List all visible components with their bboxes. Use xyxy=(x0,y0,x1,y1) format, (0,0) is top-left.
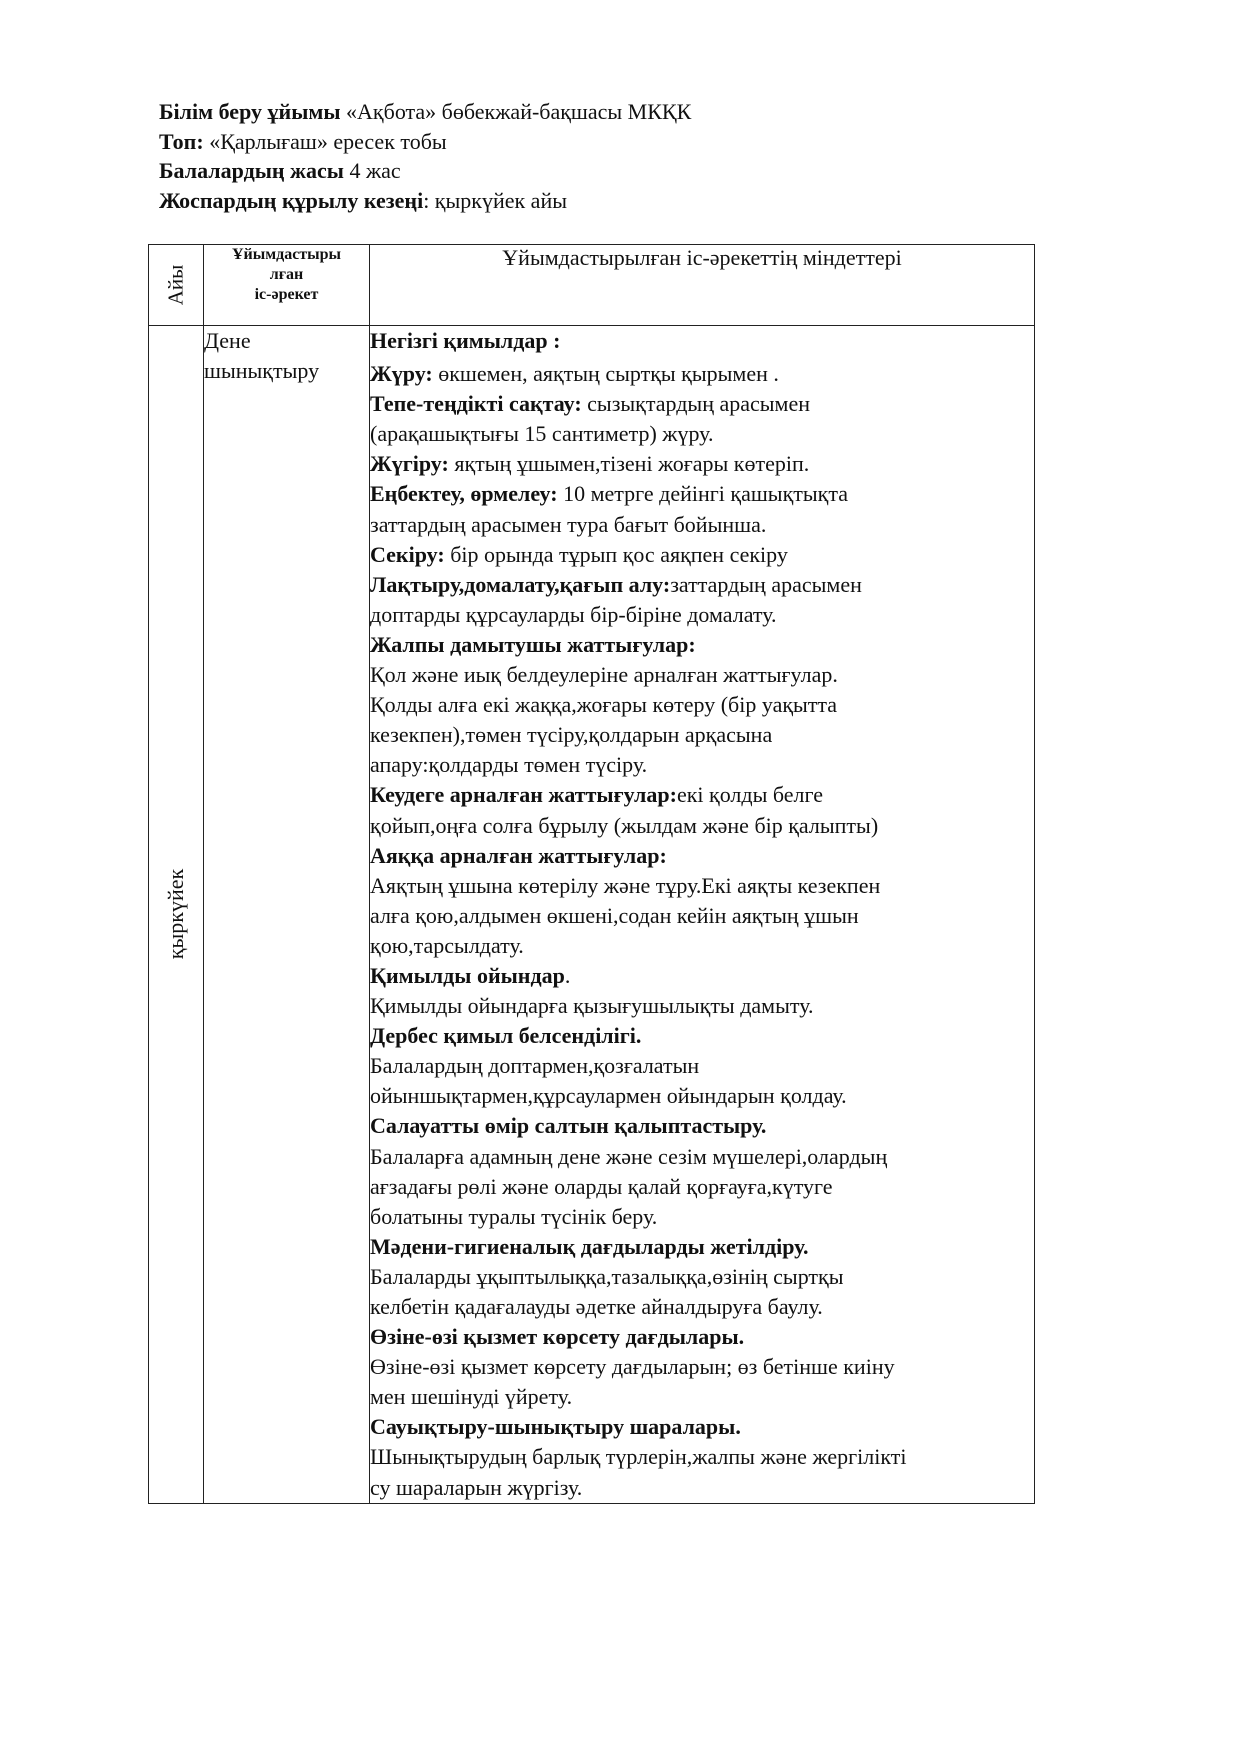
age-line xyxy=(159,156,1039,186)
task-text: Қол және иық белдеулеріне арналған жаттығулар. xyxy=(370,662,838,688)
task-text: қойып,оңға солға бұрылу (жылдам және бір қалыпты) xyxy=(370,812,879,838)
task-line xyxy=(370,1382,1034,1412)
age-value: 4 жас xyxy=(349,158,401,183)
plan-table xyxy=(148,244,1035,1504)
activity-name-part-1: Дене xyxy=(204,328,251,353)
task-line xyxy=(370,600,1034,630)
task-text: кезекпен),төмен түсіру,қолдарын арқасына xyxy=(370,722,773,748)
document-header xyxy=(159,97,1039,215)
task-line xyxy=(370,1111,1034,1141)
task-heading: Мәдени-гигиеналық дағдыларды жетілдіру. xyxy=(370,1233,809,1259)
table-row xyxy=(149,326,1035,1504)
task-text: Аяқтың ұшына көтерілу және тұру.Екі аяқты кезекпен xyxy=(370,872,881,898)
task-line xyxy=(370,540,1034,570)
organization-label: Білім беру ұйымы xyxy=(159,99,341,124)
task-line xyxy=(370,811,1034,841)
tasks-cell xyxy=(370,326,1035,1504)
task-line xyxy=(370,1232,1034,1262)
task-heading: Еңбектеу, өрмелеу: xyxy=(370,481,558,507)
task-text: Балалардың доптармен,қозғалатын xyxy=(370,1053,700,1079)
task-line xyxy=(370,720,1034,750)
task-line xyxy=(370,449,1034,479)
task-text: сызықтардың арасымен xyxy=(581,391,811,417)
task-text: бір орында тұрып қос аяқпен секіру xyxy=(444,541,788,567)
task-line xyxy=(370,750,1034,780)
month-column-header xyxy=(149,245,204,326)
task-line xyxy=(370,780,1034,810)
task-text: Өзіне-өзі қызмет көрсету дағдыларын; өз бетінше киіну xyxy=(370,1354,895,1380)
task-text: алға қою,алдымен өкшені,содан кейін аяқтың ұшын xyxy=(370,902,859,928)
group-value: «Қарлығаш» ересек тобы xyxy=(209,128,447,154)
activity-cell xyxy=(204,326,370,1504)
task-line xyxy=(370,479,1034,509)
tasks-column-header: Ұйымдастырылған іс-әрекеттің міндеттері xyxy=(370,245,1035,326)
period-label: Жоспардың құрылу кезеңі xyxy=(159,187,424,213)
task-line xyxy=(370,570,1034,600)
period-value: : қыркүйек айы xyxy=(423,187,568,213)
task-text: (арақашықтығы 15 сантиметр) жүру. xyxy=(370,421,714,447)
organization-line xyxy=(159,97,1039,127)
task-heading: Сауықтыру-шынықтыру шаралары. xyxy=(370,1414,741,1440)
activity-header-part-1: Ұйымдастыры xyxy=(231,246,342,263)
task-line xyxy=(370,1142,1034,1172)
task-text: Қолды алға екі жаққа,жоғары көтеру (бір уақытта xyxy=(370,692,838,718)
task-line xyxy=(370,1081,1034,1111)
task-text: ағзадағы рөлі және оларды қалай қорғауға,күтуге xyxy=(370,1173,833,1199)
task-text: су шараларын жүргізу. xyxy=(370,1474,583,1500)
task-heading: Секіру: xyxy=(370,541,445,567)
task-line xyxy=(370,359,1034,389)
task-line xyxy=(370,1473,1034,1503)
activity-name-part-2: шынықтыру xyxy=(204,357,320,383)
task-line xyxy=(370,1021,1034,1051)
month-column-label: Айы xyxy=(163,264,188,306)
task-text: доптарды құрсауларды бір-біріне домалату. xyxy=(370,601,777,627)
task-line xyxy=(370,1262,1034,1292)
task-heading: Жүру: xyxy=(370,361,433,387)
task-line xyxy=(370,1292,1034,1322)
task-text: яқтың ұшымен,тізені жоғары көтеріп. xyxy=(448,451,810,477)
task-heading: Дербес қимыл белсенділігі. xyxy=(370,1023,642,1049)
task-line xyxy=(370,326,1034,356)
task-heading: Жүгіру: xyxy=(370,451,449,477)
task-line xyxy=(370,1442,1034,1472)
task-line xyxy=(370,991,1034,1021)
task-heading: Негізгі қимылдар : xyxy=(370,328,561,353)
task-text: болатыны туралы түсінік беру. xyxy=(370,1203,658,1229)
task-text: Балаларға адамның дене және сезім мүшелері,олардың xyxy=(370,1143,888,1169)
activity-header-part-3: іс-әрекет xyxy=(254,286,319,303)
table-header-row xyxy=(149,245,1035,326)
task-text: . xyxy=(564,962,571,988)
task-line xyxy=(370,660,1034,690)
activity-header-part-2: лған xyxy=(269,266,304,283)
period-line xyxy=(159,186,1039,216)
task-line xyxy=(370,1051,1034,1081)
age-label: Балалардың жасы xyxy=(159,158,344,183)
organization-value: «Ақбота» бөбекжай-бақшасы МКҚК xyxy=(346,99,692,124)
task-line xyxy=(370,841,1034,871)
task-line xyxy=(370,1202,1034,1232)
task-text: өкшемен, аяқтың сыртқы қырымен . xyxy=(432,361,779,387)
month-value: қыркүйек xyxy=(163,869,188,960)
task-text: апару:қолдарды төмен түсіру. xyxy=(370,752,648,778)
task-line xyxy=(370,871,1034,901)
task-line xyxy=(370,1412,1034,1442)
task-text: заттардың арасымен тура бағыт бойынша. xyxy=(370,511,767,537)
group-label: Топ: xyxy=(159,128,204,154)
task-line xyxy=(370,630,1034,660)
task-text: заттардың арасымен xyxy=(670,571,862,597)
task-heading: Өзіне-өзі қызмет көрсету дағдылары. xyxy=(370,1324,745,1350)
task-text: келбетін қадағалауды әдетке айналдыруға баулу. xyxy=(370,1294,823,1319)
task-line xyxy=(370,419,1034,449)
task-text: Қимылды ойындарға қызығушылықты дамыту. xyxy=(370,993,814,1019)
task-line xyxy=(370,510,1034,540)
task-text: Шынықтырудың барлық түрлерін,жалпы және жергілікті xyxy=(370,1444,907,1470)
task-text: 10 метрге дейінгі қашықтықта xyxy=(557,481,848,507)
task-heading: Жалпы дамытушы жаттығулар: xyxy=(370,631,696,657)
task-heading: Лақтыру,домалату,қағып алу: xyxy=(370,571,671,597)
month-cell xyxy=(149,326,204,1504)
task-line xyxy=(370,901,1034,931)
task-text: қою,тарсылдату. xyxy=(370,932,524,958)
task-heading: Салауатты өмір салтын қалыптастыру. xyxy=(370,1113,767,1139)
task-line xyxy=(370,1322,1034,1352)
task-line xyxy=(370,961,1034,991)
task-text: Балаларды ұқыптылыққа,тазалыққа,өзінің сыртқы xyxy=(370,1263,844,1289)
task-line xyxy=(370,931,1034,961)
group-line xyxy=(159,127,1039,157)
task-heading: Кеудеге арналған жаттығулар: xyxy=(370,782,677,808)
task-line xyxy=(370,1172,1034,1202)
task-text: ойыншықтармен,құрсаулармен ойындарын қолдау. xyxy=(370,1083,847,1109)
task-line xyxy=(370,1352,1034,1382)
task-heading: Қимылды ойындар xyxy=(370,962,565,988)
task-line xyxy=(370,389,1034,419)
task-text: мен шешінуді үйрету. xyxy=(370,1384,573,1410)
task-text: екі қолды белге xyxy=(676,782,823,808)
task-heading: Аяққа арналған жаттығулар: xyxy=(370,842,667,868)
task-line xyxy=(370,690,1034,720)
task-heading: Тепе-теңдікті сақтау: xyxy=(370,391,582,417)
activity-column-header xyxy=(204,245,370,326)
